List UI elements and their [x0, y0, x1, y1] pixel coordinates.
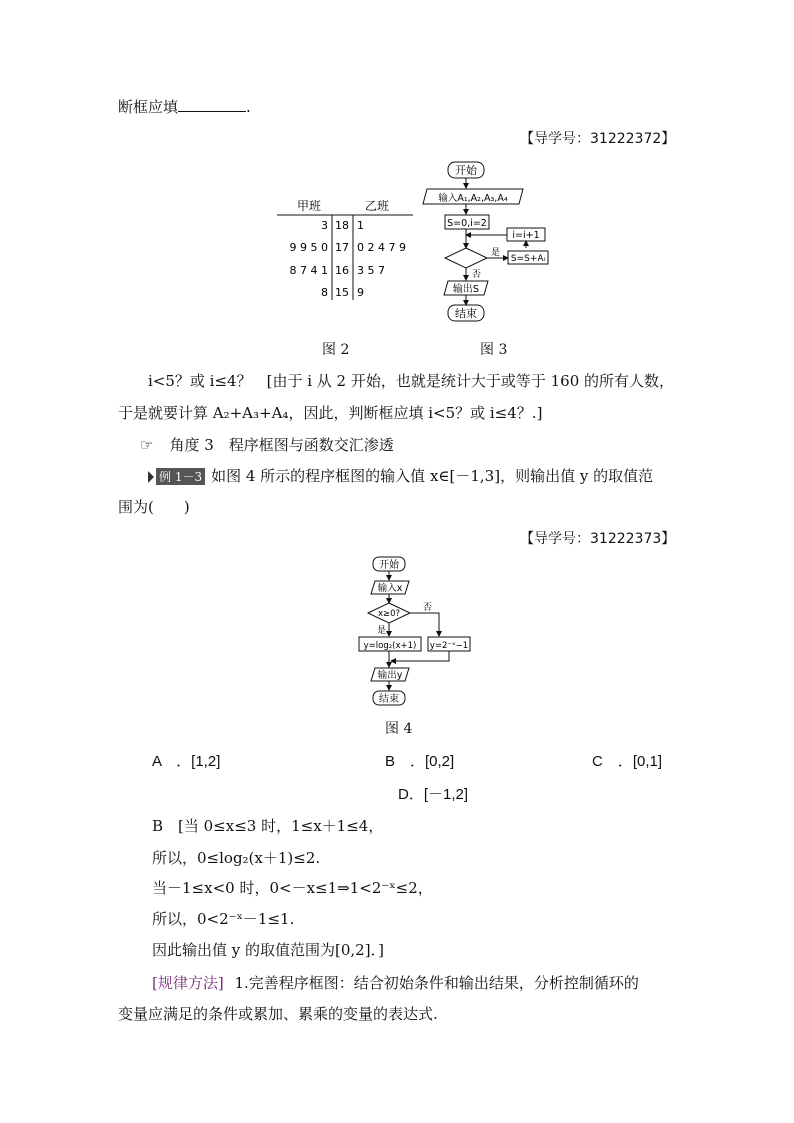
input-label: 输入A₁,A₂,A₃,A₄	[438, 193, 508, 204]
solution-line-3: 当－1≤x<0 时，0<－x≤1⇒1<2⁻ˣ≤2，	[152, 879, 433, 897]
accumulate-label: S=S+Aᵢ	[510, 254, 546, 264]
top-text-line	[118, 96, 251, 117]
answer1-line2: 于是就要计算 A₂+A₃+A₄，因此，判断框应填 i<5？或 i≤4？.]	[118, 404, 543, 422]
answer1-line1: i<5？或 i≤4？ [由于 i 从 2 开始，也就是统计大于或等于 160 的所有人数，	[148, 372, 675, 390]
method-line-1	[152, 972, 639, 993]
stem-leaf-row	[321, 219, 364, 232]
increment-label: i=i+1	[512, 230, 540, 241]
example-badge: 例 1－3	[156, 468, 205, 485]
condition-label: x≥0?	[377, 609, 401, 619]
decision-diamond	[445, 248, 487, 268]
flowchart-fig3	[415, 158, 546, 328]
svg-text:9: 9	[357, 286, 364, 299]
no-label: 否	[472, 270, 482, 280]
solution-line-4: 所以，0<2⁻ˣ－1≤1.	[152, 910, 295, 928]
svg-text:1: 1	[357, 219, 364, 232]
example-line-1	[148, 465, 653, 486]
figure-4-caption: 图 4	[385, 721, 413, 737]
figure-3-caption: 图 3	[480, 342, 508, 358]
svg-text:3 5 7: 3 5 7	[357, 264, 385, 277]
svg-text:3: 3	[321, 219, 328, 232]
solution-line-2: 所以，0≤log₂(x＋1)≤2.	[152, 849, 321, 867]
angle-heading	[140, 434, 394, 455]
solution-line-1: B [当 0≤x≤3 时，1≤x＋1≤4，	[152, 817, 384, 835]
option-d[interactable]: D．[－1,2]	[398, 786, 469, 803]
end-label: 结束	[455, 307, 477, 320]
output-label: 输出S	[452, 284, 480, 295]
flowchart-fig4	[355, 555, 480, 710]
method-line-2: 变量应满足的条件或累加、累乘的变量的表达式.	[118, 1005, 438, 1023]
svg-text:17: 17	[335, 241, 349, 254]
figure-2-caption: 图 2	[322, 342, 350, 358]
example-arrow-icon	[148, 471, 154, 483]
method-text-1: 1.完善程序框图：结合初始条件和输出结果，分析控制循环的	[234, 974, 639, 992]
input-label: 输入x	[377, 583, 403, 594]
option-a[interactable]: A ．[1,2]	[152, 753, 221, 770]
init-label: S=0,i=2	[447, 218, 487, 229]
end-label: 结束	[379, 694, 399, 705]
output-label: 输出y	[377, 670, 403, 681]
option-b[interactable]: B ．[0,2]	[385, 753, 455, 770]
svg-text:15: 15	[335, 286, 349, 299]
example-text-1: 如图 4 所示的程序框图的输入值 x∈[－1,3]，则输出值 y 的取值范	[211, 467, 654, 485]
stem-leaf-row	[321, 286, 364, 299]
top-text: 断框应填	[118, 98, 179, 116]
svg-text:0 2 4 7 9: 0 2 4 7 9	[357, 241, 406, 254]
svg-text:18: 18	[335, 219, 349, 232]
option-c[interactable]: C ．[0,1]	[592, 753, 663, 770]
solution-line-5: 因此输出值 y 的取值范围为[0,2]．]	[152, 941, 384, 959]
svg-text:9 9 5 0: 9 9 5 0	[289, 241, 328, 254]
stem-leaf-header-left: 甲班	[297, 199, 322, 213]
start-label: 开始	[379, 560, 399, 571]
hand-pointer-icon: ☞	[140, 436, 154, 454]
log-process-label: y=log₂(x+1)	[363, 641, 417, 651]
yes-label: 是	[491, 248, 501, 258]
svg-text:8: 8	[321, 286, 328, 299]
angle-title: 角度 3 程序框图与函数交汇渗透	[169, 436, 394, 454]
exp-process-label: y=2⁻ˣ−1	[429, 641, 469, 651]
no-label: 否	[423, 603, 433, 613]
method-label: [规律方法]	[152, 974, 224, 992]
svg-text:16: 16	[335, 264, 349, 277]
stem-leaf-row	[290, 264, 385, 277]
yes-label: 是	[377, 626, 387, 636]
stem-leaf-header-right: 乙班	[365, 199, 390, 213]
stem-leaf-row	[290, 241, 406, 254]
reference-number-1: 【导学号：31222372】	[520, 131, 676, 147]
answer-blank	[178, 97, 246, 112]
start-label: 开始	[455, 164, 477, 177]
example-line-2: 围为( )	[118, 498, 190, 516]
top-text-end: .	[246, 98, 251, 116]
svg-text:8 7 4 1: 8 7 4 1	[289, 264, 328, 277]
reference-number-2: 【导学号：31222373】	[520, 531, 676, 547]
stem-leaf-plot	[275, 195, 420, 305]
